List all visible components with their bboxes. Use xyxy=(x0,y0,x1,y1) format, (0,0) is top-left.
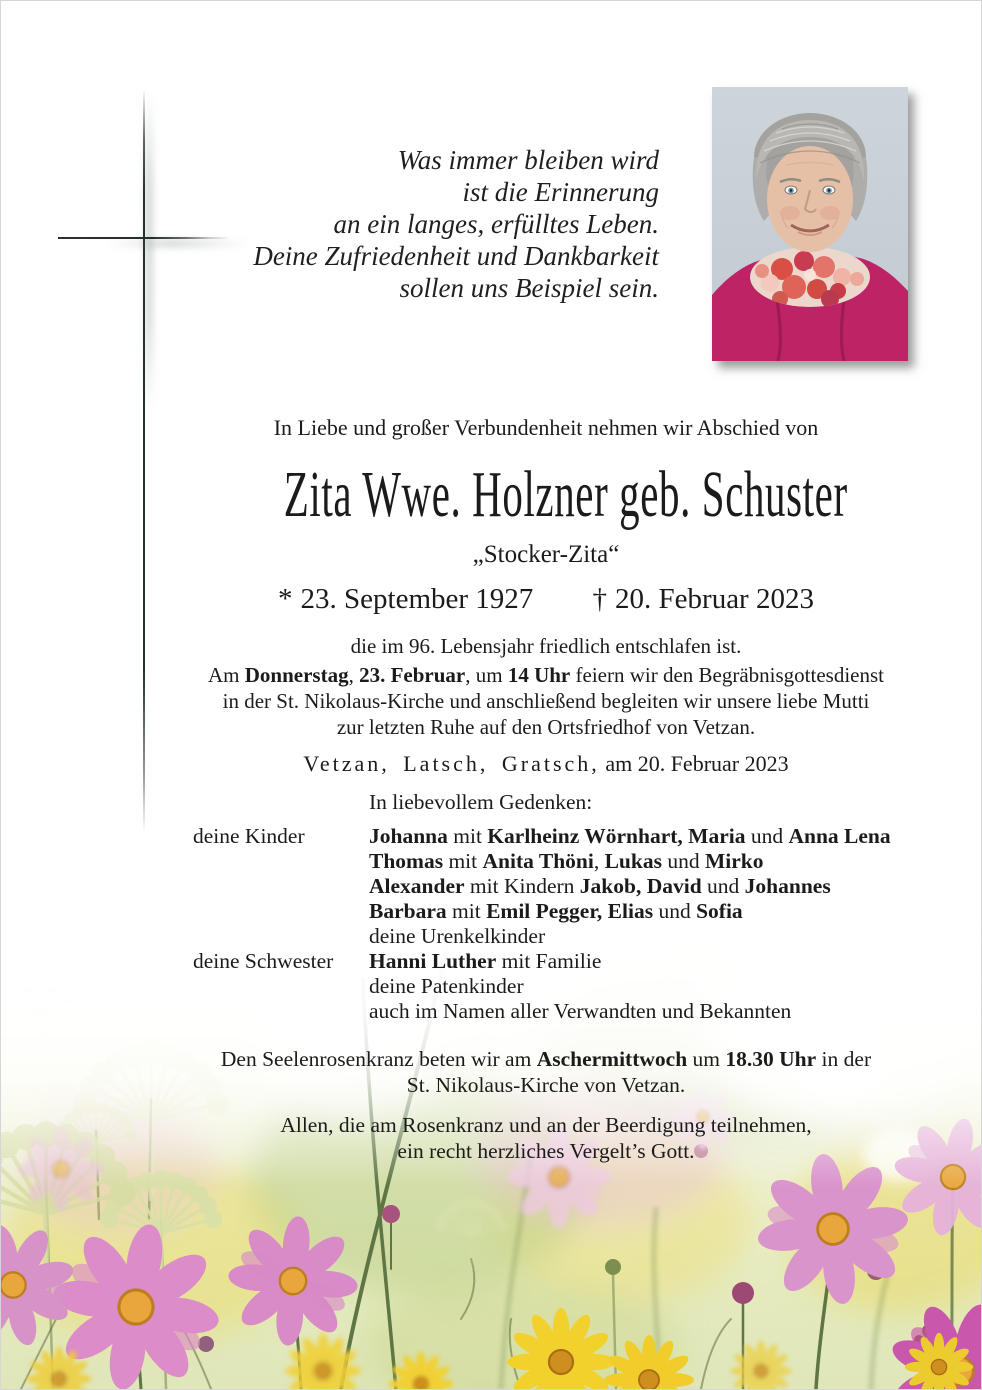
farewell-intro: In Liebe und großer Verbundenheit nehmen wir Abschied von xyxy=(273,415,819,440)
mourner-row xyxy=(193,924,933,949)
poem-line: sollen uns Beispiel sein. xyxy=(399,273,659,303)
mourner-names: Alexander mit Kindern Jakob, David und Johannes xyxy=(369,874,831,898)
mourner-row xyxy=(193,949,933,974)
mourner-row xyxy=(193,824,933,849)
nickname: „Stocker-Zita“ xyxy=(472,541,620,568)
poem-line: ist die Erinnerung xyxy=(462,177,659,207)
mourner-row xyxy=(193,899,933,924)
deceased-name: Zita Wwe. Holzner geb. Schuster xyxy=(283,458,848,531)
mourner-names: Johanna mit Karlheinz Wörnhart, Maria und Anna Lena xyxy=(369,824,891,848)
cross-glow xyxy=(109,241,249,246)
mourner-names: auch im Namen aller Verwandten und Bekannten xyxy=(369,999,792,1023)
mourners-list xyxy=(193,824,933,1024)
thanks-line: ein recht herzliches Vergelt’s Gott. xyxy=(397,1139,695,1163)
announcement-line: Am Donnerstag, 23. Februar, um 14 Uhr feiern wir den Begräbnisgottesdienst xyxy=(207,663,884,687)
passed-away-line: die im 96. Lebensjahr friedlich entschlafen ist. xyxy=(350,634,742,658)
birth-date: * 23. September 1927 xyxy=(278,583,534,615)
portrait-photo xyxy=(712,87,908,361)
mourner-names: deine Patenkinder xyxy=(369,974,524,998)
announcement-line: zur letzten Ruhe auf den Ortsfriedhof von Vetzan. xyxy=(336,715,756,739)
rosary-line: Den Seelenrosenkranz beten wir am Aschermittwoch um 18.30 Uhr in der xyxy=(220,1047,872,1071)
mourner-names: Thomas mit Anita Thöni, Lukas und Mirko xyxy=(369,849,764,873)
mourner-row xyxy=(193,999,933,1024)
poem-line: Was immer bleiben wird xyxy=(397,145,659,175)
cross-glow xyxy=(146,93,152,413)
letter-date: am 20. Februar 2023 xyxy=(599,751,789,776)
memorial-poem xyxy=(253,144,659,304)
mourner-names: Hanni Luther mit Familie xyxy=(369,949,602,973)
cross-horizontal-line xyxy=(58,237,230,239)
mourner-label: deine Schwester xyxy=(193,949,334,973)
portrait-illustration xyxy=(712,87,908,361)
thanks-line: Allen, die am Rosenkranz und an der Beerdigung teilnehmen, xyxy=(280,1113,812,1137)
mourner-label: deine Kinder xyxy=(193,824,305,848)
mourner-row xyxy=(193,974,933,999)
life-dates xyxy=(111,583,981,616)
places: Vetzan, Latsch, Gratsch, xyxy=(303,751,600,776)
thanks-message xyxy=(111,1112,981,1164)
funeral-announcement xyxy=(111,662,981,740)
mourner-row xyxy=(193,849,933,874)
mourner-names: Barbara mit Emil Pegger, Elias und Sofia xyxy=(369,899,743,923)
mourner-row xyxy=(193,874,933,899)
poem-line: an ein langes, erfülltes Leben. xyxy=(333,209,659,239)
mourner-names: deine Urenkelkinder xyxy=(369,924,546,948)
death-date: † 20. Februar 2023 xyxy=(592,583,814,615)
birth-star-symbol: * xyxy=(278,583,293,615)
memorial-heading: In liebevollem Gedenken: xyxy=(369,790,593,814)
place-date-line xyxy=(111,751,981,777)
death-cross-symbol: † xyxy=(592,583,608,615)
rosary-announcement xyxy=(111,1046,981,1098)
rosary-line: St. Nikolaus-Kirche von Vetzan. xyxy=(406,1073,686,1097)
poem-line: Deine Zufriedenheit und Dankbarkeit xyxy=(253,241,659,271)
announcement-line: in der St. Nikolaus-Kirche und anschließend begleiten wir unsere liebe Mutti xyxy=(222,689,870,713)
